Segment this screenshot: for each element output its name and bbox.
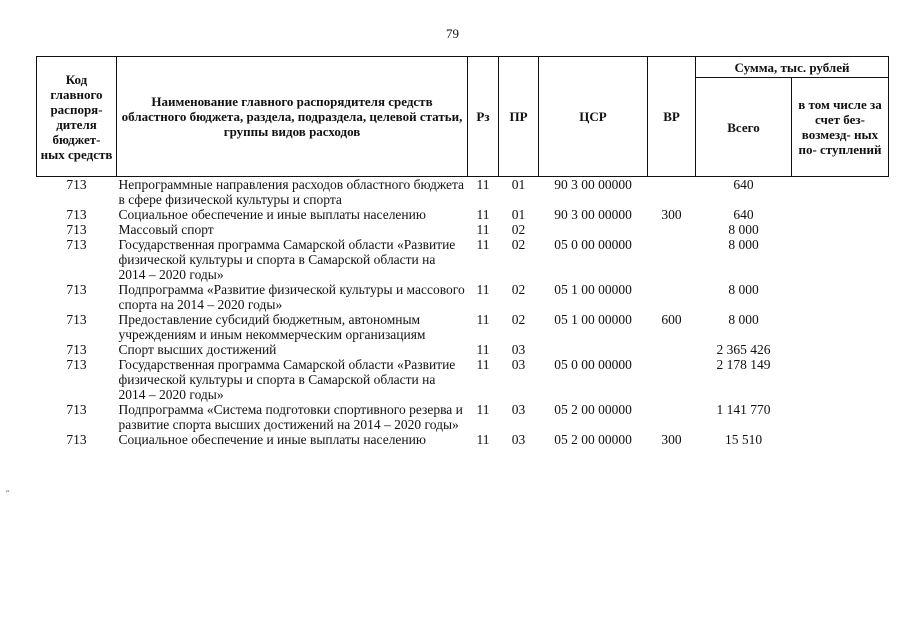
table-row [37,312,889,342]
table-row [37,402,889,432]
cell-name: Государственная программа Самарской области «Развитие физической культуры и спорта в Самарской области на 2014 – 2020 годы» [118,357,456,402]
cell-vr [648,237,696,282]
cell-free [792,177,889,208]
cell-name: Предоставление субсидий бюджетным, автономным учреждениям и иным некоммерческим организациям [118,312,426,342]
table-row [37,237,889,282]
cell-total: 8 000 [728,222,759,237]
cell-csr [539,222,648,237]
table-row [37,432,889,447]
cell-rz: 11 [476,207,490,222]
cell-code: 713 [66,432,87,447]
cell-pr: 03 [511,342,526,357]
cell-vr: 600 [661,312,682,327]
header-total: Всего [696,78,792,177]
cell-name: Подпрограмма «Система подготовки спортивного резерва и развитие спорта высших достижений на 2014 – 2020 годы» [118,402,463,432]
cell-pr: 03 [511,357,526,372]
table-row [37,282,889,312]
cell-free [792,402,889,432]
cell-csr [539,342,648,357]
cell-free [792,237,889,282]
cell-vr [648,282,696,312]
cell-code: 713 [66,237,87,252]
page-number: 79 [446,26,459,41]
scan-mark: ˶ [6,485,10,496]
cell-vr [648,342,696,357]
cell-name: Социальное обеспечение и иные выплаты населению [118,432,426,447]
cell-total: 1 141 770 [716,402,771,417]
cell-free [792,342,889,357]
cell-total: 15 510 [724,432,763,447]
cell-code: 713 [66,222,87,237]
cell-rz: 11 [476,402,490,417]
cell-pr: 03 [511,402,526,417]
cell-rz: 11 [476,222,490,237]
cell-pr: 03 [511,432,526,447]
cell-vr [648,402,696,432]
header-rz: Рз [468,57,499,177]
table-row [37,222,889,237]
budget-table [36,56,889,447]
cell-csr: 05 1 00 00000 [554,282,632,297]
cell-free [792,357,889,402]
cell-pr: 02 [511,282,526,297]
table-body [37,177,889,448]
cell-rz: 11 [476,432,490,447]
header-free: в том числе за счет без- возмезд- ных по- ступлений [792,78,889,177]
cell-name: Социальное обеспечение и иные выплаты населению [118,207,426,222]
table-header [37,57,889,177]
cell-rz: 11 [476,282,490,297]
cell-pr: 02 [511,237,526,252]
cell-code: 713 [66,342,87,357]
cell-name: Массовый спорт [118,222,214,237]
cell-vr [648,177,696,208]
header-csr: ЦСР [539,57,648,177]
cell-pr: 01 [511,177,526,192]
cell-total: 8 000 [728,237,759,252]
header-vr: ВР [648,57,696,177]
cell-csr: 05 2 00 00000 [554,432,632,447]
cell-name: Государственная программа Самарской области «Развитие физической культуры и спорта в Самарской области на 2014 – 2020 годы» [118,237,456,282]
header-name: Наименование главного распорядителя средств областного бюджета, раздела, подраздела, целевой статьи, группы видов расходов [117,57,468,177]
cell-rz: 11 [476,342,490,357]
table-row [37,177,889,208]
cell-free [792,207,889,222]
cell-free [792,432,889,447]
cell-code: 713 [66,282,87,297]
cell-free [792,282,889,312]
cell-csr: 05 2 00 00000 [554,402,632,417]
cell-rz: 11 [476,177,490,192]
cell-total: 2 178 149 [716,357,771,372]
cell-total: 640 [733,207,754,222]
table-row [37,342,889,357]
cell-csr: 90 3 00 00000 [554,177,632,192]
cell-free [792,312,889,342]
cell-rz: 11 [476,357,490,372]
cell-csr: 05 0 00 00000 [554,237,632,252]
cell-code: 713 [66,357,87,372]
cell-name: Подпрограмма «Развитие физической культуры и массового спорта на 2014 – 2020 годы» [118,282,465,312]
cell-pr: 01 [511,207,526,222]
cell-total: 2 365 426 [716,342,771,357]
cell-vr [648,222,696,237]
cell-rz: 11 [476,237,490,252]
header-sum: Сумма, тыс. рублей [696,57,889,78]
cell-name: Непрограммные направления расходов областного бюджета в сфере физической культуры и спорта [118,177,465,207]
cell-pr: 02 [511,312,526,327]
header-code: Код главного распоря- дителя бюджет- ных средств [37,57,117,177]
cell-pr: 02 [511,222,526,237]
cell-total: 8 000 [728,282,759,297]
table-row [37,357,889,402]
header-pr: ПР [499,57,539,177]
cell-total: 8 000 [728,312,759,327]
cell-code: 713 [66,402,87,417]
table-row [37,207,889,222]
cell-total: 640 [733,177,754,192]
cell-code: 713 [66,312,87,327]
cell-csr: 05 1 00 00000 [554,312,632,327]
cell-csr: 05 0 00 00000 [554,357,632,372]
cell-free [792,222,889,237]
cell-code: 713 [66,177,87,192]
cell-csr: 90 3 00 00000 [554,207,632,222]
cell-vr: 300 [661,207,682,222]
cell-code: 713 [66,207,87,222]
cell-vr [648,357,696,402]
cell-vr: 300 [661,432,682,447]
cell-name: Спорт высших достижений [118,342,277,357]
cell-rz: 11 [476,312,490,327]
